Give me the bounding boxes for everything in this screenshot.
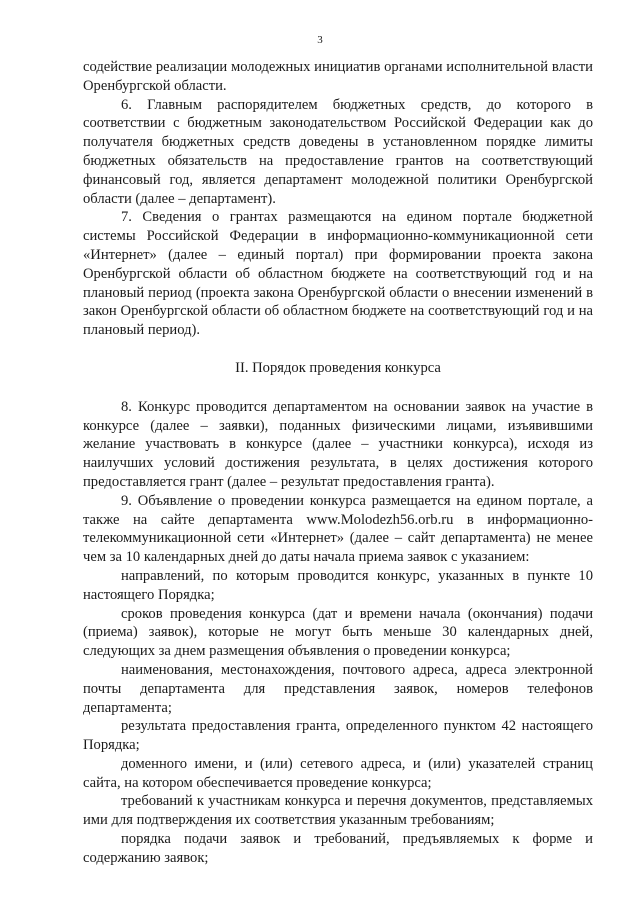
- list-item-requirements: требований к участникам конкурса и перечня документов, представляемых ими для подтверждения их соответствия указанным требованиям;: [83, 793, 593, 829]
- list-item-domain: доменного имени, и (или) сетевого адреса, и (или) указателей страниц сайта, на котором обеспечивается проведение конкурса;: [83, 755, 593, 791]
- page-number: 3: [317, 34, 323, 46]
- paragraph-continuation: содействие реализации молодежных инициатив органами исполнительной власти Оренбургской области.: [83, 59, 593, 94]
- paragraph-8: 8. Конкурс проводится департаментом на основании заявок на участие в конкурсе (далее – заявки), поданных физическими лицами, изъявившими желание участвовать в конкурсе (далее – участники конкурса), исходя из наилучших условий достижения результата, в целях достижения которого предоставляется грант (далее – результат предоставления гранта).: [83, 398, 593, 490]
- list-item-result: результата предоставления гранта, определенного пунктом 42 настоящего Порядка;: [83, 718, 593, 754]
- list-item-deadlines: сроков проведения конкурса (дат и времени начала (окончания) подачи (приема) заявок), которые не могут быть меньше 30 календарных дней, следующих за днем размещения объявления о проведении конкурса;: [83, 605, 593, 660]
- list-item-submission: порядка подачи заявок и требований, предъявляемых к форме и содержанию заявок;: [83, 831, 593, 866]
- document-body: [83, 58, 593, 868]
- list-item-directions: направлений, по которым проводится конкурс, указанных в пункте 10 настоящего Порядка;: [83, 567, 593, 603]
- paragraph-7: 7. Сведения о грантах размещаются на едином портале бюджетной системы Российской Федерации в информационно-коммуникационной сети «Интернет» (далее – единый портал) при формировании проекта закона Оренбургской области об областном бюджете на соответствующий год и на плановый период (проекта закона Оренбургской области о внесении изменений в закон Оренбургской области об областном бюджете на соответствующий год и на плановый период).: [83, 209, 593, 339]
- paragraph-6: 6. Главным распорядителем бюджетных средств, до которого в соответствии с бюджетным законодательством Российской Федерации как до получателя бюджетных средств доведены в установленном порядке лимиты бюджетных обязательств на предоставление грантов на соответствующий финансовый год, является департамент молодежной политики Оренбургской области (далее – департамент).: [83, 96, 593, 207]
- section-heading: II. Порядок проведения конкурса: [235, 359, 441, 376]
- list-item-contacts: наименования, местонахождения, почтового адреса, адреса электронной почты департамента для представления заявок, номеров телефонов департамента;: [83, 661, 593, 716]
- paragraph-9: 9. Объявление о проведении конкурса размещается на едином портале, а также на сайте департамента www.Molodezh56.orb.ru в информационно-телекоммуникационной сети «Интернет» (далее – сайт департамента) не менее чем за 10 календарных дней до даты начала приема заявок с указанием:: [83, 492, 593, 566]
